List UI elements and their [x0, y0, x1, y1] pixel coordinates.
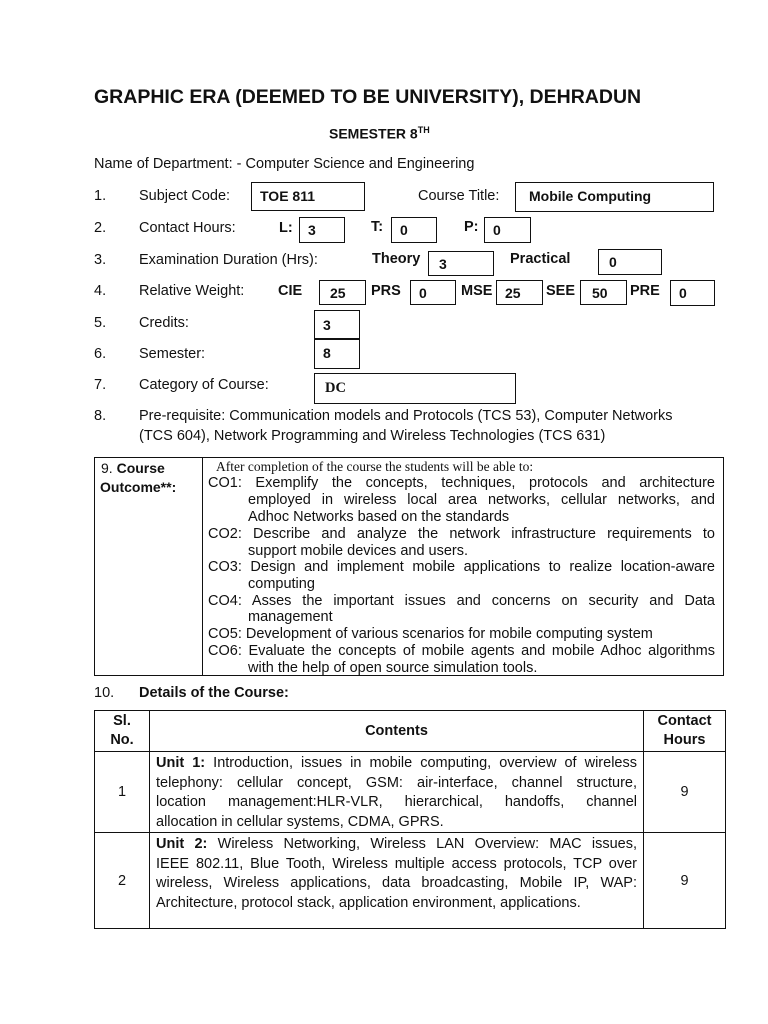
- semester-heading: [329, 125, 430, 142]
- sl-no-header: [95, 711, 150, 752]
- field-5-num: 5.: [94, 315, 107, 331]
- theory-box: 3: [428, 251, 494, 276]
- row-2-line-4: Architecture, protocol stack, application environment, applications.: [156, 894, 581, 911]
- semester-box: 8: [314, 339, 360, 369]
- row-1-hours: 9: [644, 752, 726, 833]
- contact-hours-label: Contact Hours:: [139, 220, 236, 236]
- row-1-contents: [150, 752, 644, 833]
- co1-line-a: CO1: Exemplify the concepts, techniques, protocols and architecture: [208, 475, 715, 491]
- row-2-line-2: IEEE 802.11, Blue Tooth, Wireless multiple access protocols, TCP over: [156, 855, 637, 872]
- contents-header: Contents: [150, 711, 644, 752]
- details-num: 10.: [94, 685, 115, 701]
- co4-line-a: CO4: Asses the important issues and concerns on security and Data: [208, 593, 715, 609]
- course-title-box: Mobile Computing: [515, 182, 714, 212]
- outcome-divider: [202, 458, 203, 675]
- subject-code-box: TOE 811: [251, 182, 365, 211]
- field-4-num: 4.: [94, 283, 107, 299]
- semester-field-label: Semester:: [139, 346, 206, 362]
- details-title: Details of the Course:: [139, 685, 289, 701]
- row-2-contents: [150, 833, 644, 929]
- practical-label: Practical: [510, 251, 571, 267]
- row-1-l1: Introduction, issues in mobile computing, overview of wireless: [213, 755, 637, 771]
- field-7-num: 7.: [94, 377, 107, 393]
- see-box: 50: [580, 280, 627, 305]
- details-header-row: [95, 711, 726, 752]
- co6-line-a: CO6: Evaluate the concepts of mobile agents and mobile Adhoc algorithms: [208, 643, 715, 659]
- field-1-num: 1.: [94, 188, 107, 204]
- row-1-sl: 1: [95, 752, 150, 833]
- tutorial-label-text: T:: [371, 219, 384, 235]
- field-8-num: 8.: [94, 408, 107, 424]
- credits-label: Credits:: [139, 315, 189, 331]
- practical-box: 0: [598, 249, 662, 275]
- lecture-label: L:: [279, 220, 293, 236]
- row-1-line-4: allocation in cellular systems, CDMA, GPRS.: [156, 813, 444, 830]
- see-label: SEE: [546, 283, 576, 299]
- outcome-label-a: Course: [116, 460, 165, 476]
- row-1-line-1: [156, 754, 637, 774]
- tutorial-label: [371, 219, 383, 235]
- exam-duration-label: Examination Duration (Hrs):: [139, 252, 318, 268]
- course-outcome-table: [94, 457, 724, 676]
- co1-line-c: Adhoc Networks based on the standards: [248, 509, 510, 525]
- co1-line-b: employed in wireless local area networks, cellular networks, and: [248, 492, 715, 508]
- credits-box: 3: [314, 310, 360, 339]
- field-6-num: 6.: [94, 346, 107, 362]
- practical-hours-box: 0: [484, 217, 531, 243]
- field-2-num: 2.: [94, 220, 107, 236]
- category-label: Category of Course:: [139, 377, 269, 393]
- prs-box: 0: [410, 280, 456, 305]
- subject-code-label: Subject Code:: [139, 188, 231, 204]
- pre-box: 0: [670, 280, 715, 306]
- category-box: DC: [314, 373, 516, 404]
- semester-label: SEMESTER 8: [329, 125, 418, 142]
- row-2-hours: 9: [644, 833, 726, 929]
- row-1-line-3: location management:HLR-VLR, hierarchical, handoffs, channel: [156, 794, 637, 810]
- co3-line-b: computing: [248, 576, 315, 592]
- pre-label: PRE: [630, 283, 660, 299]
- row-2-unit: Unit 2:: [156, 836, 208, 852]
- co3-line-a: CO3: Design and implement mobile applications to realize location-aware: [208, 559, 715, 575]
- row-2-line-1: [156, 835, 637, 855]
- row-2-line-3: wireless, Wireless applications, data broadcasting, Mobile IP, WAP:: [156, 875, 637, 891]
- course-details-table: [94, 710, 726, 929]
- cie-box: 25: [319, 280, 366, 305]
- co6-line-b: with the help of open source simulation tools.: [248, 660, 538, 676]
- semester-superscript: TH: [417, 125, 430, 135]
- co2-line-a: CO2: Describe and analyze the network infrastructure requirements to: [208, 526, 715, 542]
- row-1-line-2: telephony: cellular concept, GSM: air-interface, channel structure,: [156, 774, 637, 791]
- co2-line-b: support mobile devices and users.: [248, 543, 469, 559]
- outcome-intro: After completion of the course the students will be able to:: [216, 459, 534, 474]
- table-row: [95, 752, 726, 833]
- prerequisite-line-2: (TCS 604), Network Programming and Wireless Technologies (TCS 631): [139, 428, 606, 444]
- field-3-num: 3.: [94, 252, 107, 268]
- sl-header-b: No.: [110, 732, 134, 748]
- cie-label: CIE: [278, 283, 303, 299]
- co5-line-a: CO5: Development of various scenarios for mobile computing system: [208, 626, 653, 642]
- mse-box: 25: [496, 280, 543, 305]
- outcome-label-num: 9.: [101, 460, 113, 476]
- relative-weight-label: Relative Weight:: [139, 283, 245, 299]
- tutorial-box: 0: [391, 217, 437, 243]
- theory-label: Theory: [372, 251, 421, 267]
- department-line: Name of Department: - Computer Science and Engineering: [94, 156, 475, 172]
- prs-label: PRS: [371, 283, 401, 299]
- outcome-label-line-1: [101, 460, 165, 476]
- row-1-unit: Unit 1:: [156, 755, 206, 771]
- row-2-sl: 2: [95, 833, 150, 929]
- co4-line-b: management: [248, 609, 333, 625]
- table-row: [95, 833, 726, 929]
- university-title: GRAPHIC ERA (DEEMED TO BE UNIVERSITY), DEHRADUN: [94, 86, 642, 108]
- hours-header-a: Contact: [657, 713, 712, 729]
- contact-hours-header: [644, 711, 726, 752]
- sl-header-a: Sl.: [113, 713, 131, 729]
- mse-label: MSE: [461, 283, 493, 299]
- outcome-label-line-2: Outcome**:: [100, 479, 177, 495]
- practical-hours-label: P:: [464, 219, 479, 235]
- lecture-box: 3: [299, 217, 345, 243]
- course-title-label: Course Title:: [418, 188, 500, 204]
- row-2-l1: Wireless Networking, Wireless LAN Overview: MAC issues,: [217, 836, 638, 852]
- hours-header-b: Hours: [663, 732, 706, 748]
- prerequisite-line-1: Pre-requisite: Communication models and Protocols (TCS 53), Computer Networks: [139, 408, 673, 424]
